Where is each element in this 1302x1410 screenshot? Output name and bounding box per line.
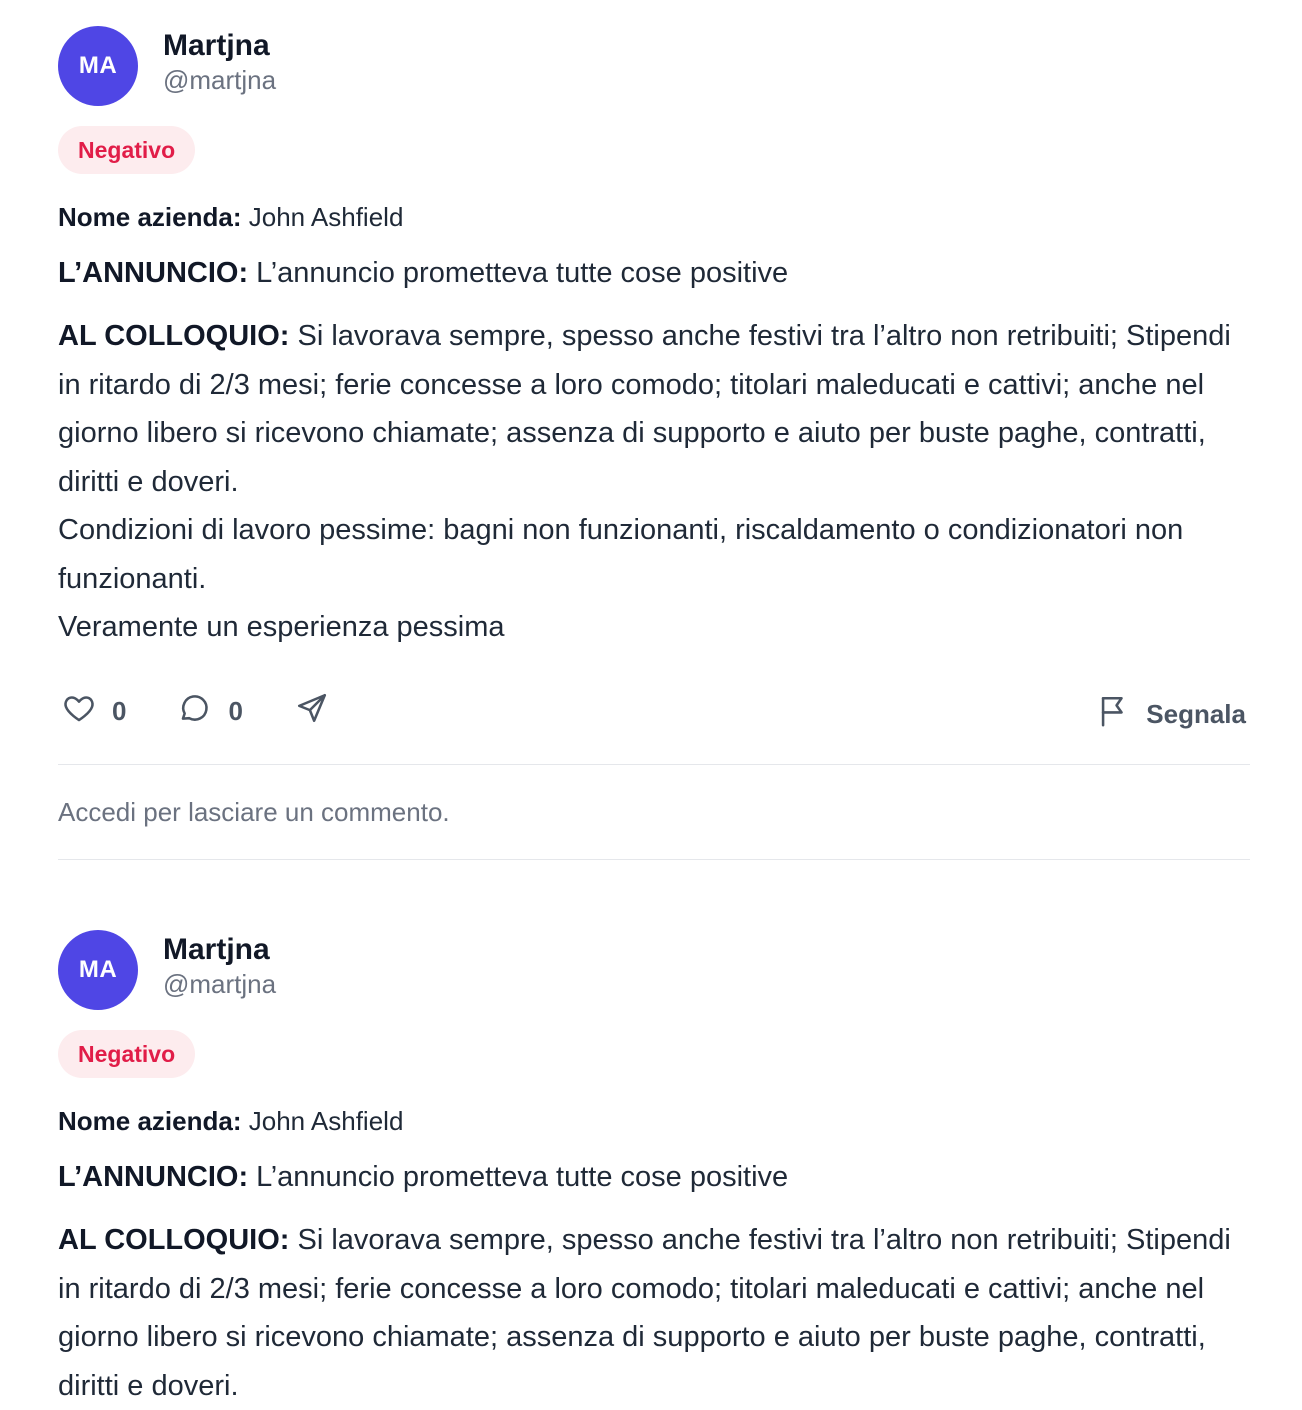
heart-icon [62, 691, 96, 732]
author-name[interactable]: Martjna [163, 933, 270, 966]
author-info [163, 932, 276, 1000]
interview-label: AL COLLOQUIO: [58, 1224, 290, 1256]
login-to-comment-link[interactable]: Accedi per lasciare un commento. [58, 796, 450, 827]
interview-text: Condizioni di lavoro pessime: bagni non funzionanti, riscaldamento o condizionatori non funzionanti. [58, 514, 1184, 595]
ad-label: L’ANNUNCIO: [58, 257, 249, 289]
ad-text: L’annuncio prometteva tutte cose positive [256, 1161, 789, 1193]
author-handle: @martjna [163, 969, 277, 999]
ad-label: L’ANNUNCIO: [58, 1161, 249, 1193]
flag-icon [1098, 694, 1128, 735]
report-button[interactable] [1098, 694, 1246, 735]
ad-field [58, 254, 1250, 292]
like-count: 0 [112, 696, 127, 726]
interview-text: Veramente un esperienza pessima [58, 611, 505, 643]
author-name[interactable]: Martjna [163, 29, 270, 62]
company-label: Nome azienda: [58, 202, 242, 232]
post-author [58, 26, 1250, 106]
author-info [163, 28, 276, 96]
interview-text: Si lavorava sempre, spesso anche festivi tra l’altro non retribuiti; Stipendi in ritardo di 2/3 mesi; ferie concesse a loro comodo; titolari maleducati e cattivi; anche nel giorno libero si ricevono chiamate; assenza di supporto e aiuto per buste paghe, contratti, diritti e doveri. [58, 320, 1231, 498]
report-label: Segnala [1146, 698, 1246, 729]
sentiment-badge: Negativo [58, 126, 195, 174]
review-post [58, 930, 1250, 1410]
avatar[interactable]: MA [58, 930, 138, 1010]
review-post [58, 26, 1250, 860]
divider [58, 859, 1250, 860]
share-icon [295, 691, 329, 732]
company-label: Nome azienda: [58, 1106, 242, 1136]
sentiment-badge: Negativo [58, 1030, 195, 1078]
company-name: John Ashfield [248, 1106, 404, 1136]
comment-icon [178, 691, 212, 732]
interview-text: Si lavorava sempre, spesso anche festivi tra l’altro non retribuiti; Stipendi in ritardo di 2/3 mesi; ferie concesse a loro comodo; titolari maleducati e cattivi; anche nel giorno libero si ricevono chiamate; assenza di supporto e aiuto per buste paghe, contratti, diritti e doveri. [58, 1224, 1231, 1402]
company-field [58, 1104, 1250, 1138]
avatar[interactable]: MA [58, 26, 138, 106]
interview-field [58, 312, 1250, 652]
share-button[interactable] [295, 691, 329, 732]
comment-count: 0 [228, 696, 243, 726]
post-actions [58, 690, 1250, 734]
comment-button[interactable] [178, 691, 242, 732]
company-name: John Ashfield [248, 202, 404, 232]
interview-field [58, 1216, 1250, 1410]
like-button[interactable] [62, 691, 126, 732]
author-handle: @martjna [163, 65, 277, 95]
post-author [58, 930, 1250, 1010]
divider [58, 764, 1250, 765]
ad-text: L’annuncio prometteva tutte cose positive [256, 257, 789, 289]
interview-label: AL COLLOQUIO: [58, 320, 290, 352]
company-field [58, 200, 1250, 234]
ad-field [58, 1158, 1250, 1196]
